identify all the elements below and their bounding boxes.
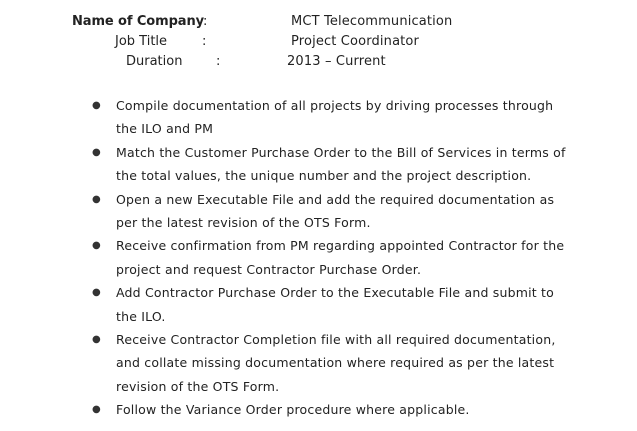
bullet-icon: ● (92, 193, 101, 205)
list-item (0, 281, 637, 328)
bullet-icon: ● (92, 334, 101, 346)
list-item-text: Match the Customer Purchase Order to the Bill of Services in terms of the total values, the unique number and the project description. (116, 144, 566, 184)
bullet-icon: ● (92, 287, 101, 299)
duration-colon: : (216, 54, 221, 69)
company-label: Name of Company (72, 14, 204, 29)
bullet-icon: ● (92, 100, 101, 111)
responsibilities-list (0, 94, 637, 422)
list-item (0, 141, 637, 188)
list-item (0, 328, 637, 398)
bullet-icon: ● (92, 404, 101, 416)
bullet-icon: ● (92, 146, 101, 158)
list-item-text: Receive Contractor Completion file with all required documentation, and collate missing documentation where required as per the latest revision of the OTS Form. (116, 332, 556, 394)
list-item-text: Compile documentation of all projects by driving processes through the ILO and PM (116, 98, 554, 137)
list-item (0, 398, 637, 421)
bullet-icon: ● (92, 240, 101, 252)
list-item (0, 234, 637, 281)
list-item-text: Open a new Executable File and add the required documentation as per the latest revision of the OTS Form. (116, 191, 555, 231)
list-item-text: Follow the Variance Order procedure where applicable. (116, 402, 470, 418)
job-title-value: Project Coordinator (291, 34, 420, 49)
company-colon: : (203, 14, 208, 29)
job-title-label: Job Title (115, 34, 168, 49)
job-title-colon: : (202, 34, 207, 49)
duration-label: Duration (126, 54, 183, 69)
company-value: MCT Telecommunication (291, 14, 453, 29)
list-item-text: Add Contractor Purchase Order to the Executable File and submit to the ILO. (116, 285, 554, 324)
list-item (0, 94, 637, 141)
list-item (0, 188, 637, 235)
list-item-text: Receive confirmation from PM regarding appointed Contractor for the project and request Contractor Purchase Order. (116, 238, 565, 277)
duration-value: 2013 – Current (287, 54, 386, 69)
